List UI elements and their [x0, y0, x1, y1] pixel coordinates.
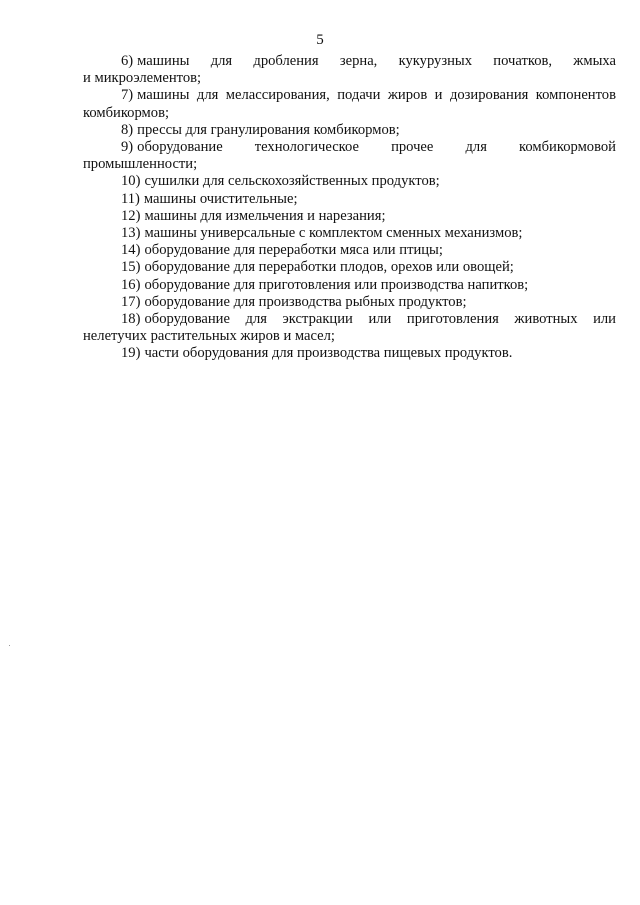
list-item: [83, 87, 616, 104]
list-item-continuation: и микроэлементов;: [83, 70, 202, 87]
list-item-number: 8): [121, 121, 134, 138]
list-item-number: 15): [121, 259, 141, 276]
list-item-number: 11): [121, 190, 140, 207]
list-item-text: машины для дробления зерна, кукурузных початков, жмыха: [137, 53, 616, 69]
list-item: [83, 311, 616, 328]
scan-artifact: [9, 645, 10, 646]
list-item: [83, 345, 616, 362]
list-item-number: 12): [121, 207, 141, 224]
list-item-text: сушилки для сельскохозяйственных продуктов;: [144, 173, 440, 190]
document-body: [83, 53, 616, 363]
list-item-number: 13): [121, 225, 141, 242]
list-item: [83, 139, 616, 156]
list-item: [83, 242, 616, 259]
list-item-text: оборудование для приготовления или производства напитков;: [144, 276, 529, 293]
list-item: [83, 208, 616, 225]
list-item-continuation: промышленности;: [83, 156, 198, 173]
list-item-text: прессы для гранулирования комбикормов;: [137, 121, 400, 138]
list-item-text: машины для измельчения и нарезания;: [144, 207, 386, 224]
list-item-text: оборудование для производства рыбных продуктов;: [144, 293, 467, 310]
list-item: [83, 173, 616, 190]
list-item-number: 19): [121, 345, 141, 362]
list-item-text: оборудование технологическое прочее для комбикормовой: [137, 139, 616, 156]
list-item: [83, 294, 616, 311]
list-item-number: 14): [121, 242, 141, 259]
list-item-text: оборудование для экстракции или приготовления животных или: [144, 311, 616, 328]
list-item: [83, 191, 616, 208]
list-item: [83, 277, 616, 294]
list-item-number: 17): [121, 293, 141, 310]
list-item-text: машины для мелассирования, подачи жиров и дозирования компонентов: [137, 87, 616, 104]
list-item-text: оборудование для переработки плодов, орехов или овощей;: [144, 259, 514, 276]
list-item: [83, 225, 616, 242]
list-item: [83, 53, 616, 70]
list-item-number: 16): [121, 276, 141, 293]
list-item: [83, 259, 616, 276]
list-item-number: 7): [121, 87, 134, 104]
list-item-number: 10): [121, 173, 141, 190]
list-item-number: 18): [121, 311, 141, 328]
list-item-number: 9): [121, 139, 134, 156]
list-item-continuation: комбикормов;: [83, 104, 170, 121]
list-item-text: оборудование для переработки мяса или птицы;: [144, 242, 443, 259]
list-item-text: части оборудования для производства пищевых продуктов.: [144, 345, 513, 362]
page-number: 5: [316, 32, 324, 48]
list-item-text: машины универсальные с комплектом сменных механизмов;: [144, 225, 523, 242]
list-item-continuation: нелетучих растительных жиров и масел;: [83, 328, 335, 345]
list-item-text: машины очистительные;: [143, 190, 298, 207]
list-item: [83, 122, 616, 139]
list-item-number: 6): [121, 53, 134, 69]
